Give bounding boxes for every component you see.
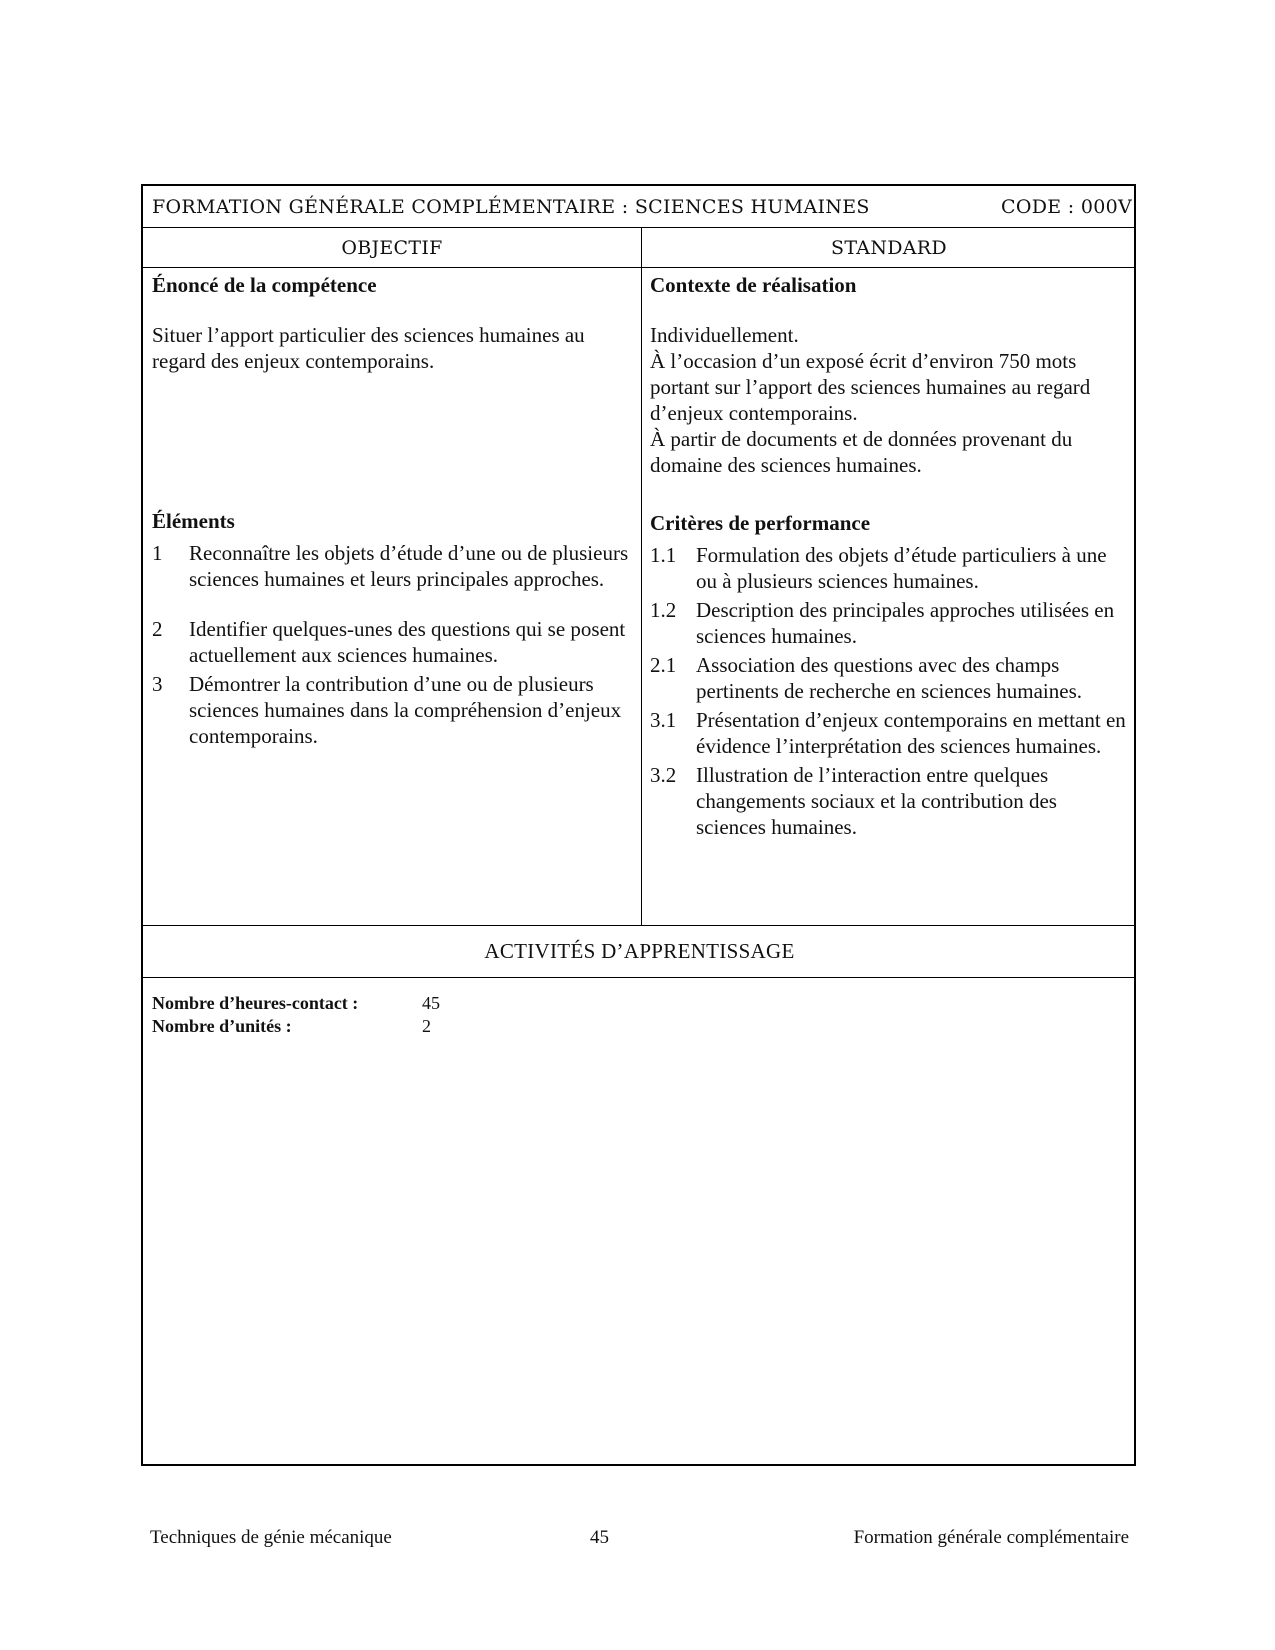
objectif-column [152,268,632,752]
standard-heading: STANDARD [831,237,947,259]
elements-list [152,540,632,749]
standard-column [650,268,1132,843]
unites-row [152,1015,440,1038]
enonce-title: Énoncé de la compétence [152,273,377,297]
element-number: 3 [152,672,163,696]
heures-row [152,992,440,1015]
activites-row [143,925,1136,978]
contexte-block [650,322,1132,478]
heures-label: Nombre d’heures-contact : [152,993,359,1013]
critere-number: 2.1 [650,653,677,677]
contexte-line: À l’occasion d’un exposé écrit d’environ 750 mots portant sur l’apport des sciences humaines au regard d’enjeux contemporains. [650,349,1091,425]
critere-number: 3.1 [650,708,677,732]
element-text: Démontrer la contribution d’une ou de plusieurs sciences humaines dans la compréhension d’enjeux contemporains. [189,672,622,748]
contexte-line: Individuellement. [650,323,799,347]
unites-label: Nombre d’unités : [152,1016,292,1036]
critere-text: Formulation des objets d’étude particuliers à une ou à plusieurs sciences humaines. [696,543,1107,593]
table-header-row [143,186,1136,228]
element-text: Reconnaître les objets d’étude d’une ou de plusieurs sciences humaines et leurs principales approches. [189,541,629,591]
element-text: Identifier quelques-unes des questions qui se posent actuellement aux sciences humaines. [189,617,626,667]
critere-item [650,542,1132,594]
elements-title: Éléments [152,509,235,533]
critere-number: 1.1 [650,543,677,567]
element-item [152,616,632,668]
critere-item [650,707,1132,759]
column-divider [641,228,642,925]
heures-value: 45 [422,993,440,1013]
critere-item [650,652,1132,704]
critere-number: 1.2 [650,598,677,622]
criteres-list [650,542,1132,840]
element-number: 1 [152,541,163,565]
critere-text: Présentation d’enjeux contemporains en mettant en évidence l’interprétation des sciences humaines. [696,708,1126,758]
critere-item [650,762,1132,840]
element-item [152,671,632,749]
table-title: FORMATION GÉNÉRALE COMPLÉMENTAIRE : SCIENCES HUMAINES [152,196,870,218]
criteres-title: Critères de performance [650,511,871,535]
contexte-title: Contexte de réalisation [650,273,857,297]
critere-text: Description des principales approches utilisées en sciences humaines. [696,598,1115,648]
element-item [152,540,632,592]
footer-page-number: 45 [590,1527,609,1548]
footer-program: Techniques de génie mécanique [150,1527,392,1548]
course-code: CODE : 000V [1001,196,1132,218]
activites-title: ACTIVITÉS D’APPRENTISSAGE [484,939,795,963]
hours-block [152,992,440,1038]
enonce-text: Situer l’apport particulier des sciences humaines au regard des enjeux contemporains. [152,323,585,373]
critere-text: Association des questions avec des champs pertinents de recherche en sciences humaines. [696,653,1082,703]
competency-table [141,184,1136,1466]
critere-text: Illustration de l’interaction entre quelques changements sociaux et la contribution des sciences humaines. [696,763,1057,839]
footer-section: Formation générale complémentaire [853,1527,1129,1548]
critere-number: 3.2 [650,763,677,787]
column-header-row [143,228,1136,268]
unites-value: 2 [422,1016,431,1036]
contexte-line: À partir de documents et de données provenant du domaine des sciences humaines. [650,427,1073,477]
critere-item [650,597,1132,649]
element-number: 2 [152,617,163,641]
objectif-heading: OBJECTIF [341,237,443,259]
